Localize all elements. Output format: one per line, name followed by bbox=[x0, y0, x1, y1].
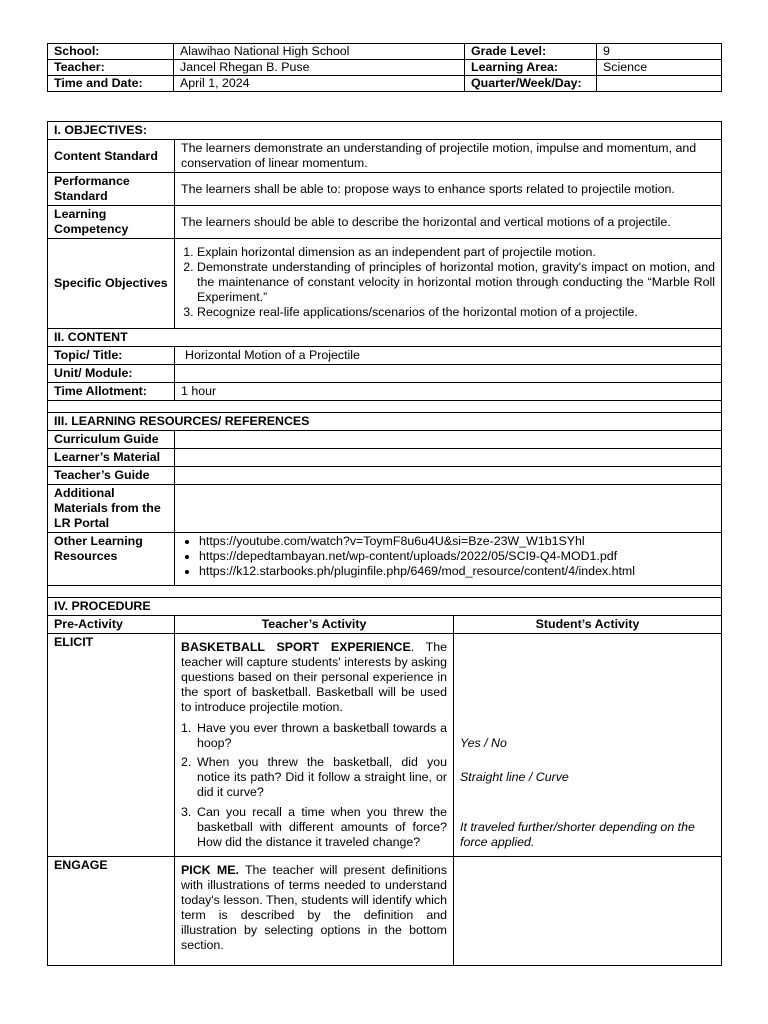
engage-row bbox=[48, 857, 722, 966]
content-standard-label: Content Standard bbox=[48, 140, 175, 173]
specific-objectives-cell bbox=[175, 239, 722, 329]
elicit-question bbox=[181, 755, 447, 805]
competency-row bbox=[48, 206, 722, 239]
topic-value: Horizontal Motion of a Projectile bbox=[175, 347, 722, 365]
specific-objectives-list bbox=[181, 245, 715, 320]
question-text: Can you recall a time when you threw the basketball with different amounts of force? How did the distance it traveled change? bbox=[197, 805, 447, 849]
time-allotment-row bbox=[48, 383, 722, 401]
resource-links-list bbox=[181, 534, 715, 579]
content-standard-row bbox=[48, 140, 722, 173]
other-resources-cell bbox=[175, 533, 722, 586]
performance-standard-label: Performance Standard bbox=[48, 173, 175, 206]
specific-objectives-label: Specific Objectives bbox=[48, 239, 175, 329]
teacher-guide-value bbox=[175, 467, 722, 485]
area-value: Science bbox=[597, 60, 722, 76]
elicit-teacher-cell bbox=[175, 634, 454, 857]
teacher-label: Teacher: bbox=[48, 60, 174, 76]
competency-value: The learners should be able to describe the horizontal and vertical motions of a projectile. bbox=[175, 206, 722, 239]
specific-objectives-row bbox=[48, 239, 722, 329]
elicit-question bbox=[181, 805, 447, 850]
curriculum-label: Curriculum Guide bbox=[48, 431, 175, 449]
elicit-intro bbox=[181, 640, 447, 715]
additional-materials-row bbox=[48, 485, 722, 533]
elicit-label: ELICIT bbox=[48, 634, 175, 857]
header-row-teacher bbox=[48, 60, 722, 76]
procedure-heading-row bbox=[48, 598, 722, 616]
topic-row bbox=[48, 347, 722, 365]
teacher-guide-label: Teacher’s Guide bbox=[48, 467, 175, 485]
performance-standard-value: The learners shall be able to: propose ways to enhance sports related to projectile motion. bbox=[175, 173, 722, 206]
area-label: Learning Area: bbox=[465, 60, 597, 76]
unit-label: Unit/ Module: bbox=[48, 365, 175, 383]
elicit-question bbox=[181, 721, 447, 755]
engage-teacher-cell bbox=[175, 857, 454, 966]
time-value: April 1, 2024 bbox=[174, 76, 465, 92]
engage-label: ENGAGE bbox=[48, 857, 175, 966]
engage-intro bbox=[181, 863, 447, 953]
content-standard-value: The learners demonstrate an understanding of projectile motion, impulse and momentum, and conservation of linear momentum. bbox=[175, 140, 722, 173]
question-text: Have you ever thrown a basketball towards a hoop? bbox=[197, 721, 447, 750]
header-row-school bbox=[48, 44, 722, 60]
header-row-time bbox=[48, 76, 722, 92]
question-text: When you threw the basketball, did you notice its path? Did it follow a straight line, or did it curve? bbox=[197, 755, 447, 799]
grade-value: 9 bbox=[597, 44, 722, 60]
resource-link[interactable]: • https://k12.starbooks.ph/pluginfile.php/6469/mod_resource/content/4/index.html bbox=[199, 564, 715, 579]
question-number: 2. bbox=[181, 755, 192, 769]
student-activity-header: Student’s Activity bbox=[454, 616, 722, 634]
learner-material-value bbox=[175, 449, 722, 467]
curriculum-row bbox=[48, 431, 722, 449]
elicit-title: BASKETBALL SPORT EXPERIENCE bbox=[181, 640, 411, 654]
resources-heading: III. LEARNING RESOURCES/ REFERENCES bbox=[48, 413, 722, 431]
student-answer: Straight line / Curve bbox=[460, 770, 569, 784]
student-answer: Yes / No bbox=[460, 736, 507, 750]
quarter-value bbox=[597, 76, 722, 92]
learner-material-row bbox=[48, 449, 722, 467]
question-number: 3. bbox=[181, 805, 192, 819]
time-allotment-label: Time Allotment: bbox=[48, 383, 175, 401]
additional-materials-label: Additional Materials from the LR Portal bbox=[48, 485, 175, 533]
teacher-value: Jancel Rhegan B. Puse bbox=[174, 60, 465, 76]
spacer-cell bbox=[48, 586, 722, 598]
engage-student-cell bbox=[454, 857, 722, 966]
resource-link[interactable]: • https://youtube.com/watch?v=ToymF8u6u4U&si=Bze-23W_W1b1SYhl bbox=[199, 534, 715, 549]
question-number: 1. bbox=[181, 721, 192, 735]
quarter-label: Quarter/Week/Day: bbox=[465, 76, 597, 92]
spacer-row bbox=[48, 586, 722, 598]
teacher-guide-row bbox=[48, 467, 722, 485]
curriculum-value bbox=[175, 431, 722, 449]
objectives-heading: I. OBJECTIVES: bbox=[48, 122, 722, 140]
specific-objective-item: 2. Demonstrate understanding of principles of horizontal motion, gravity's impact on motion, and the maintenance of constant velocity in horizontal motion through conducting the “Marble Roll Experiment.” bbox=[197, 260, 715, 305]
resource-link[interactable]: • https://depedtambayan.net/wp-content/uploads/2022/05/SCI9-Q4-MOD1.pdf bbox=[199, 549, 715, 564]
spacer-row bbox=[48, 401, 722, 413]
other-resources-row bbox=[48, 533, 722, 586]
pre-activity-header: Pre-Activity bbox=[48, 616, 175, 634]
elicit-student-cell bbox=[454, 634, 722, 857]
grade-label: Grade Level: bbox=[465, 44, 597, 60]
time-label: Time and Date: bbox=[48, 76, 174, 92]
elicit-row bbox=[48, 634, 722, 857]
elicit-student-spacer bbox=[460, 640, 715, 736]
performance-standard-row bbox=[48, 173, 722, 206]
unit-row bbox=[48, 365, 722, 383]
topic-label: Topic/ Title: bbox=[48, 347, 175, 365]
time-allotment-value: 1 hour bbox=[175, 383, 722, 401]
learner-material-label: Learner’s Material bbox=[48, 449, 175, 467]
other-resources-label: Other Learning Resources bbox=[48, 533, 175, 586]
specific-objective-item: 1. Explain horizontal dimension as an independent part of projectile motion. bbox=[197, 245, 715, 260]
engage-description: The teacher will present definitions with illustrations of terms needed to understand today's lesson. Then, students will identify which term is described by the definition and illustration by selecting options in the bottom section. bbox=[181, 863, 448, 952]
engage-title: PICK ME. bbox=[181, 863, 239, 877]
elicit-description: . The teacher will capture students' interests by asking questions based on their personal experience in the sport of basketball. Basketball will be used to introduce projectile motion. bbox=[181, 640, 447, 714]
objectives-heading-row bbox=[48, 122, 722, 140]
student-answer: It traveled further/shorter depending on the force applied. bbox=[460, 820, 695, 849]
school-label: School: bbox=[48, 44, 174, 60]
resources-heading-row bbox=[48, 413, 722, 431]
lesson-plan-table bbox=[47, 121, 722, 966]
content-heading: II. CONTENT bbox=[48, 329, 722, 347]
school-value: Alawihao National High School bbox=[174, 44, 465, 60]
procedure-heading: IV. PROCEDURE bbox=[48, 598, 722, 616]
unit-value bbox=[175, 365, 722, 383]
spacer-cell bbox=[48, 401, 722, 413]
header-table bbox=[47, 43, 722, 92]
teacher-activity-header: Teacher’s Activity bbox=[175, 616, 454, 634]
procedure-columns-row bbox=[48, 616, 722, 634]
content-heading-row bbox=[48, 329, 722, 347]
competency-label: Learning Competency bbox=[48, 206, 175, 239]
specific-objective-item: 3. Recognize real-life applications/scenarios of the horizontal motion of a projectile. bbox=[197, 305, 715, 320]
additional-materials-value bbox=[175, 485, 722, 533]
